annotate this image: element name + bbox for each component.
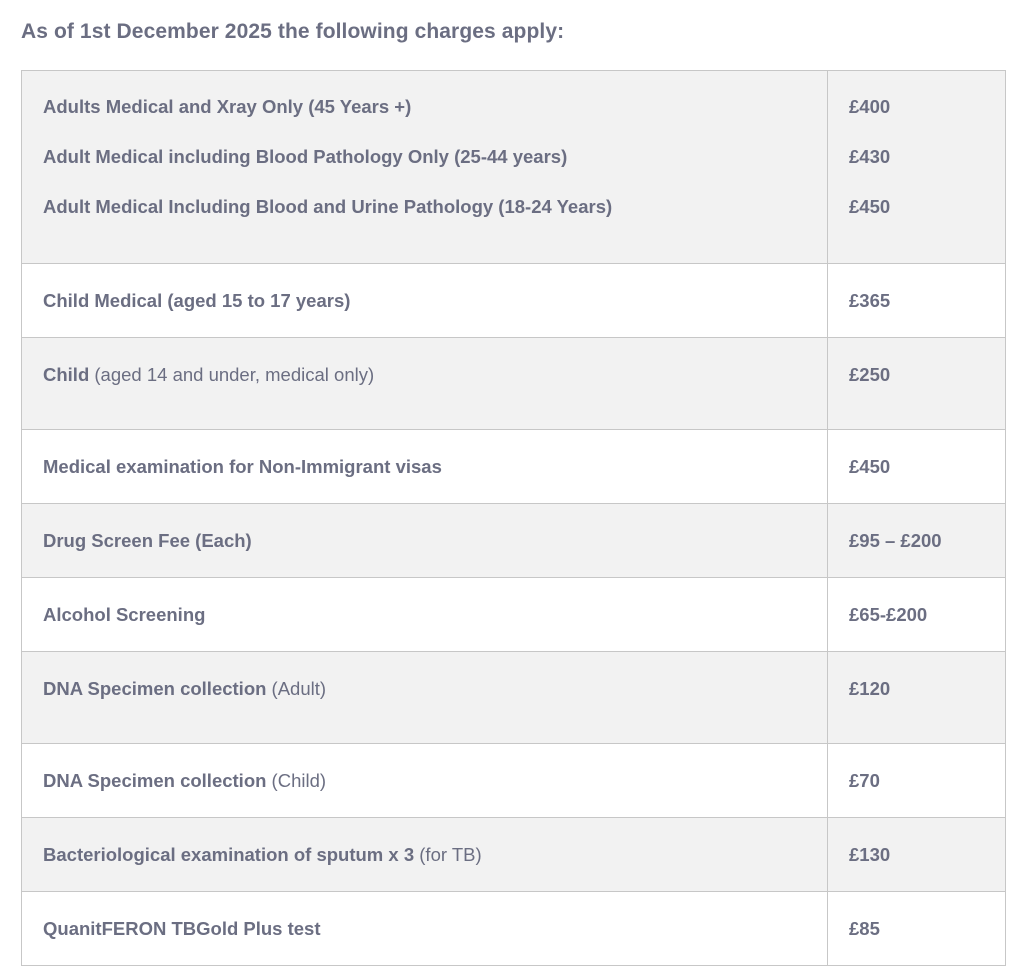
table-row xyxy=(22,578,1006,652)
table-row xyxy=(22,504,1006,578)
price-cell xyxy=(828,71,1006,264)
price-value: £130 xyxy=(849,844,891,865)
charges-intro-heading: As of 1st December 2025 the following charges apply: xyxy=(21,20,565,43)
service-cell xyxy=(22,578,828,652)
table-row xyxy=(22,744,1006,818)
table-row-adult-medicals xyxy=(22,71,1006,264)
service-label: DNA Specimen collection xyxy=(43,770,267,791)
price-cell xyxy=(828,430,1006,504)
service-label: DNA Specimen collection xyxy=(43,678,267,699)
table-row xyxy=(22,430,1006,504)
service-label: Alcohol Screening xyxy=(43,604,206,625)
price-cell xyxy=(828,892,1006,966)
service-cell xyxy=(22,652,828,744)
price-value: £365 xyxy=(849,290,891,311)
price-value: £400 xyxy=(849,96,891,117)
service-cell xyxy=(22,71,828,264)
service-cell xyxy=(22,504,828,578)
service-label: Adult Medical Including Blood and Urine Pathology (18-24 Years) xyxy=(43,196,613,217)
table-row xyxy=(22,338,1006,430)
service-cell xyxy=(22,430,828,504)
price-value: £450 xyxy=(849,456,891,477)
table-row xyxy=(22,264,1006,338)
price-cell xyxy=(828,744,1006,818)
price-cell xyxy=(828,818,1006,892)
service-label: Drug Screen Fee (Each) xyxy=(43,530,252,551)
service-cell xyxy=(22,744,828,818)
service-label: Child Medical (aged 15 to 17 years) xyxy=(43,290,351,311)
table-row xyxy=(22,652,1006,744)
service-cell xyxy=(22,338,828,430)
service-cell xyxy=(22,818,828,892)
price-value: £250 xyxy=(849,364,891,385)
price-cell xyxy=(828,652,1006,744)
service-label: Adult Medical including Blood Pathology Only (25-44 years) xyxy=(43,146,568,167)
service-note: (aged 14 and under, medical only) xyxy=(89,364,375,385)
price-value: £450 xyxy=(849,196,891,217)
service-label: Bacteriological examination of sputum x 3 xyxy=(43,844,415,865)
service-cell xyxy=(22,264,828,338)
price-value: £70 xyxy=(849,770,880,791)
service-label: Adults Medical and Xray Only (45 Years +) xyxy=(43,96,412,117)
service-cell xyxy=(22,892,828,966)
price-cell xyxy=(828,338,1006,430)
service-label: QuanitFERON TBGold Plus test xyxy=(43,918,321,939)
service-note: (for TB) xyxy=(414,844,482,865)
price-cell xyxy=(828,504,1006,578)
price-cell xyxy=(828,578,1006,652)
price-value: £65-£200 xyxy=(849,604,928,625)
service-note: (Child) xyxy=(266,770,327,791)
price-value: £120 xyxy=(849,678,891,699)
price-value: £430 xyxy=(849,146,891,167)
table-row xyxy=(22,892,1006,966)
price-value: £95 – £200 xyxy=(849,530,942,551)
price-value: £85 xyxy=(849,918,880,939)
table-row xyxy=(22,818,1006,892)
service-note: (Adult) xyxy=(266,678,327,699)
price-cell xyxy=(828,264,1006,338)
service-label: Child xyxy=(43,364,90,385)
charges-table xyxy=(21,70,1006,966)
service-label: Medical examination for Non-Immigrant visas xyxy=(43,456,442,477)
